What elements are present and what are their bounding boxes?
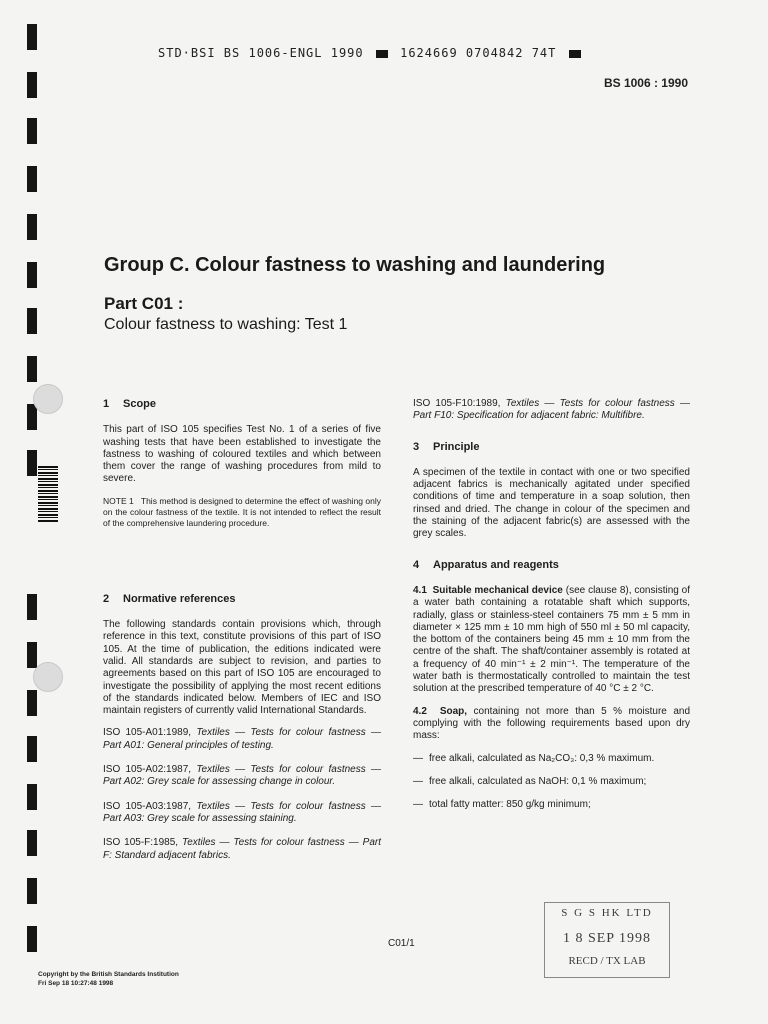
copyright-notice: Copyright by the British Standards Institution Fri Sep 18 10:27:48 1998 — [38, 971, 179, 987]
clause-4-2: 4.2 Soap, containing not more than 5 % moisture and complying with the following requirements based upon dry mass: — [413, 705, 691, 742]
group-title: Group C. Colour fastness to washing and laundering — [104, 254, 606, 276]
requirement-item: — free alkali, calculated as Na₂CO₃: 0,3 % maximum. — [413, 752, 655, 764]
principle-text: A specimen of the textile in contact with one or two specified adjacent fabrics is mechanically agitated under specified conditions of time and temperature in a soap solution, then rinsed and dried. The change in colour of the specimen and the staining of the adjacent fabric(s) are assessed with the grey scales. — [413, 466, 690, 540]
document-code-line — [158, 46, 585, 60]
section-heading-apparatus: 4 Apparatus and reagents — [413, 558, 559, 571]
page-reference: C01/1 — [388, 938, 415, 949]
redaction-block — [376, 50, 388, 58]
punch-hole — [33, 662, 63, 692]
requirement-item: — total fatty matter: 850 g/kg minimum; — [413, 799, 591, 811]
registration-mark — [27, 690, 37, 716]
registration-mark — [27, 214, 37, 240]
scope-text: This part of ISO 105 specifies Test No. 1 of a series of five washing tests that have been established to investigate the fastness to washing of coloured textiles and which between them cover the range of washing procedures from mild to severe. — [103, 424, 381, 485]
registration-mark — [27, 308, 37, 334]
barcode — [38, 466, 58, 522]
received-stamp: S G S HK LTD 1 8 SEP 1998 RECD / TX LAB — [544, 902, 670, 978]
left-column — [103, 398, 381, 874]
registration-mark — [27, 784, 37, 810]
registration-mark — [27, 72, 37, 98]
redaction-block — [569, 50, 581, 58]
registration-mark — [27, 24, 37, 50]
part-title: Colour fastness to washing: Test 1 — [104, 316, 348, 333]
reference-item: ISO 105-F:1985, Textiles — Tests for colour fastness — Part F: Standard adjacent fabrics. — [103, 837, 381, 861]
registration-mark — [27, 450, 37, 476]
section-heading-normative-references: 2 Normative references — [103, 592, 236, 605]
requirement-item: — free alkali, calculated as NaOH: 0,1 % maximum; — [413, 775, 647, 787]
section-heading-principle: 3 Principle — [413, 440, 480, 453]
standard-number: BS 1006 : 1990 — [603, 76, 688, 90]
document-code: STD·BSI BS 1006-ENGL 1990 — [158, 46, 364, 60]
note-1: NOTE 1 This method is designed to determine the effect of washing only on the colour fastness of the textile. It is not intended to reflect the result of the comprehensive laundering procedure. — [103, 495, 381, 528]
document-code-tail: 1624669 0704842 74T — [400, 46, 557, 60]
part-number: Part C01 : — [104, 294, 184, 313]
registration-mark — [27, 118, 37, 144]
registration-mark — [27, 830, 37, 856]
reference-item: ISO 105-A01:1989, Textiles — Tests for colour fastness — Part A01: General principles of testing. — [103, 727, 381, 751]
registration-mark — [27, 642, 37, 668]
registration-mark — [27, 926, 37, 952]
right-column — [413, 398, 690, 822]
reference-item: ISO 105-A02:1987, Textiles — Tests for colour fastness — Part A02: Grey scale for assessing change in colour. — [103, 764, 381, 788]
registration-mark — [27, 166, 37, 192]
registration-mark — [27, 262, 37, 288]
normative-references-text: The following standards contain provisions which, through reference in this text, constitute provisions of this part of ISO 105. At the time of publication, the editions indicated were valid. All standards are subject to revision, and parties to agreements based on this part of ISO 105 are encouraged to investigate the possibility of applying the most recent editions of the standards indicated below. Members of IEC and ISO maintain registers of currently valid International Standards. — [103, 619, 381, 717]
reference-item: ISO 105-F10:1989, Textiles — Tests for colour fastness — Part F10: Specification for adjacent fabric: Multifibre. — [413, 398, 690, 422]
clause-4-1: 4.1 Suitable mechanical device (see clause 8), consisting of a water bath containing a rotatable shaft which supports, radially, glass or stainless-steel containers 75 mm ± 5 mm in diameter × 125 mm ± 10 mm high of 550 ml ± 50 ml capacity, the bottom of the containers being 45 mm ± 10 mm from the centre of the shaft. The shaft/container assembly is rotated at a frequency of 40 min⁻¹ ± 2 min⁻¹. The temperature of the water bath is thermostatically controlled to maintain the test solution at the prescribed temperature of 40 °C ± 2 °C. — [413, 584, 691, 695]
section-heading-scope: 1 Scope — [103, 398, 157, 410]
reference-item: ISO 105-A03:1987, Textiles — Tests for colour fastness — Part A03: Grey scale for assessing staining. — [103, 800, 381, 824]
registration-mark — [27, 736, 37, 762]
registration-mark — [27, 878, 37, 904]
registration-mark — [27, 594, 37, 620]
registration-mark — [27, 356, 37, 382]
punch-hole — [33, 384, 63, 414]
